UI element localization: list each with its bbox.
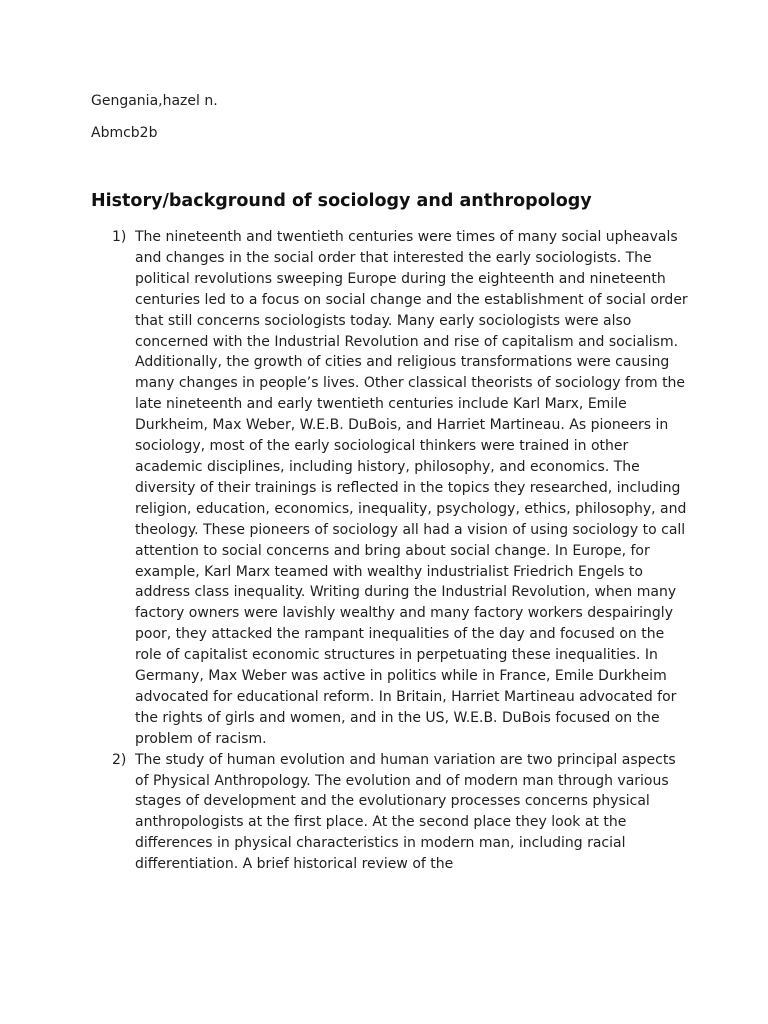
list-item-number: 1): [112, 229, 127, 245]
list-item: [91, 750, 691, 875]
list-item-text: The study of human evolution and human variation are two principal aspects of Physical Anthropology. The evolution and of modern man through various stages of development and the evolutionary processes concerns physical anthropologists at the first place. At the second place they look at the differences in physical characteristics in modern man, including racial differentiation. A brief historical review of the: [135, 751, 676, 873]
list-item: [91, 227, 691, 750]
section-line: Abmcb2b: [91, 125, 158, 141]
numbered-list: [91, 227, 691, 875]
list-item-number: 2): [112, 751, 127, 768]
document-title: History/background of sociology and anthropology: [91, 191, 592, 211]
list-item-text: The nineteenth and twentieth centuries were times of many social upheavals and changes in the social order that interested the early sociologists. The political revolutions sweeping Europe during the eighteenth and nineteenth centuries led to a focus on social change and the establishment of social order that still concerns sociologists today. Many early sociologists were also concerned with the Industrial Revolution and rise of capitalism and socialism. Additionally, the growth of cities and religious transformations were causing many changes in people’s lives. Other classical theorists of sociology from the late nineteenth and early twentieth centuries include Karl Marx, Emile Durkheim, Max Weber, W.E.B. DuBois, and Harriet Martineau. As pioneers in sociology, most of the early sociological thinkers were trained in other academic disciplines, including history, philosophy, and economics. The diversity of their trainings is reflected in the topics they researched, including religion, education, economics, inequality, psychology, ethics, philosophy, and theology. These pioneers of sociology all had a vision of using sociology to call attention to social concerns and bring about social change. In Europe, for example, Karl Marx teamed with wealthy industrialist Friedrich Engels to address class inequality. Writing during the Industrial Revolution, when many factory owners were lavishly wealthy and many factory workers despairingly poor, they attacked the rampant inequalities of the day and focused on the role of capitalist economic structures in perpetuating these inequalities. In Germany, Max Weber was active in politics while in France, Emile Durkheim advocated for educational reform. In Britain, Harriet Martineau advocated for the rights of girls and women, and in the US, W.E.B. DuBois focused on the problem of racism.: [135, 229, 688, 747]
author-line: Gengania,hazel n.: [91, 93, 218, 109]
